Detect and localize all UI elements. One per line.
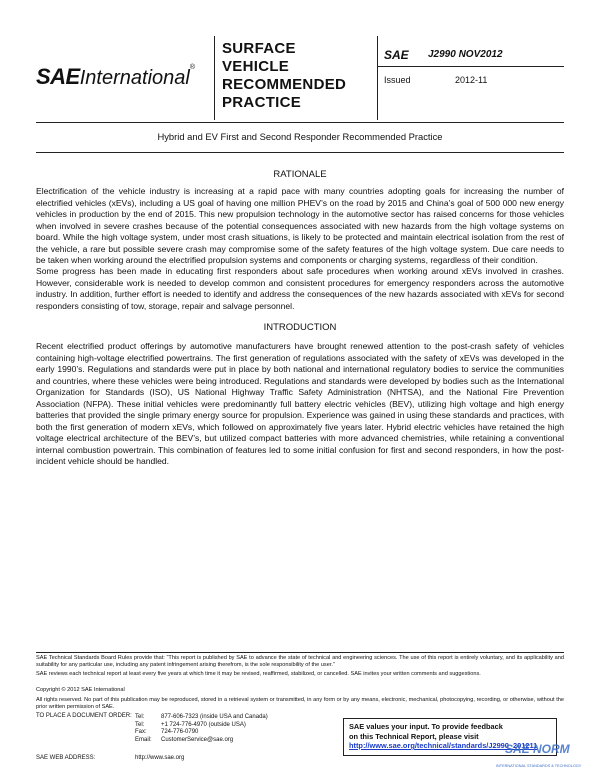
header-divider-right (377, 36, 378, 120)
watermark-subtitle: INTERNATIONAL STANDARDS & TECHNOLOGY (496, 764, 582, 768)
rationale-heading: RATIONALE (273, 169, 327, 180)
document-title: Hybrid and EV First and Second Responder Recommended Practice (157, 131, 443, 142)
contact-labels (135, 714, 152, 744)
contact-label: Email: (135, 736, 152, 743)
rationale-paragraph-2: Some progress has been made in educating first responders about safe procedures when working around xEVs involved in crashes. However, considerable work is needed to develop common and consistent procedures for emergency responders across the automotive industry. In addition, further effort is needed to identify and address the consequences of the new hazards associated with xEVs for second responders consisting of tow, storage, repair and salvage personnel. (36, 266, 564, 311)
footer-rule (36, 652, 564, 653)
contact-label: Tel: (135, 721, 145, 728)
document-type-line: SURFACE (222, 40, 296, 57)
order-label: TO PLACE A DOCUMENT ORDER: (36, 713, 132, 719)
contact-values (161, 714, 268, 744)
rationale-paragraph-1: Electrification of the vehicle industry is increasing at a rapid pace with many countries adopting goals for increasing the number of electrified vehicles (xEVs), including a US goal of having one million PHEV’s on the road by 2015 and China’s goal of 500 000 new energy vehicles in production by the end of 2015. This new propulsion technology in the automotive sector has raised concerns for those vehicles when involved in severe crashes because of the potential consequences associated with new hazards from the high voltage systems on board. While the high voltage system, under most crash situations, is likely to be protected and maintain electrical isolation from the rest of the vehicle, a rare but possible severe crash may compromise some of the safety features of the high voltage system. Due care needs to be taken when working around the electrified propulsion systems and components or charging systems, regardless of their condition. (36, 186, 564, 265)
header-rule (36, 122, 564, 123)
document-type-line: PRACTICE (222, 94, 302, 111)
web-address-label: SAE WEB ADDRESS: (36, 755, 96, 761)
feedback-line-2: on this Technical Report, please visit (349, 731, 479, 741)
footer-note-review: SAE reviews each technical report at least every five years at which time it may be revised, reaffirmed, stabilized, or cancelled. SAE invites your written comments and suggestions. (36, 671, 481, 677)
logo-trademark: ® (189, 64, 195, 71)
contact-phone-inside[interactable]: 877-606-7323 (inside USA and Canada) (161, 714, 268, 720)
contact-email[interactable]: CustomerService@sae.org (161, 736, 234, 743)
web-address-link[interactable]: http://www.sae.org (135, 755, 185, 761)
document-type-line: RECOMMENDED (222, 76, 347, 93)
sae-mark-logo: SAE (384, 48, 409, 62)
footer-copyright: Copyright © 2012 SAE International (36, 687, 125, 693)
contact-label: Tel: (135, 714, 145, 720)
header-divider-left (214, 36, 215, 120)
document-type (222, 40, 372, 112)
feedback-line-1: SAE values your input. To provide feedback (349, 722, 503, 731)
document-type-line: VEHICLE (222, 58, 290, 75)
introduction-heading: INTRODUCTION (263, 322, 337, 333)
feedback-link[interactable]: http://www.sae.org/technical/standards/J2990_201211 (349, 741, 538, 750)
introduction-paragraph-1: Recent electrified product offerings by automotive manufacturers have brought renewed attention to the post-crash safety of vehicles containing high-voltage electrified powertrains. The first generation of regulations associated with the safety of xEVs was developed in the early 1990’s. Regulations and standards were put in place by both national and international regulatory bodies to service the communities and countries, where these vehicles were being introduced. Regulations and standards were developed by bodies such as the International Organization for Standards (ISO), US National Highway Traffic Safety Administration (NHTSA), and the National Fire Prevention Association (NFPA). These initial vehicles were predominantly full battery electric vehicles (BEV), utilizing high voltage and high energy batteries that provided the single primary energy source for propulsion. Experience was gained in using these standards and practices, with both the first generation of modern xEVs, which followed on approximately five years later. Hybrid electric vehicles have retained the high voltage electrical architecture of the BEV’s, but utilized compact batteries with more advanced chemistries, while retaining a conventional internal combustion powertrain. This combination of features led to some initial confusion for first and second responders, in how the post-incident vehicle should be handled. (36, 341, 564, 466)
watermark-logo: SAE NORM (505, 742, 570, 756)
footer-note-rights: All rights reserved. No part of this publication may be reproduced, stored in a retrieval system or transmitted, in any form or by any means, electronic, mechanical, photocopying, recording, or otherwise, without the prior written permission of SAE. (36, 697, 564, 710)
logo-international-text: International (79, 67, 190, 89)
sae-international-logo (36, 64, 195, 90)
contact-phone-outside[interactable]: +1 724-776-4970 (outside USA) (161, 721, 246, 728)
title-rule (36, 152, 564, 153)
footer-note-rules: SAE Technical Standards Board Rules provide that: “This report is published by SAE to advance the state of technical and engineering sciences. The use of this report is entirely voluntary, and its applicability and suitability for any particular use, including any patent infringement arising therefrom, is the sole responsibility of the user.” (36, 655, 564, 668)
header-divider-horizontal (377, 66, 564, 67)
standard-code: J2990 NOV2012 (428, 49, 503, 60)
contact-fax[interactable]: 724-776-0790 (161, 729, 199, 736)
issued-date: 2012-11 (455, 75, 488, 85)
issued-label: Issued (384, 75, 411, 85)
contact-label: Fax: (135, 729, 147, 736)
logo-sae-text: SAE (36, 64, 80, 89)
